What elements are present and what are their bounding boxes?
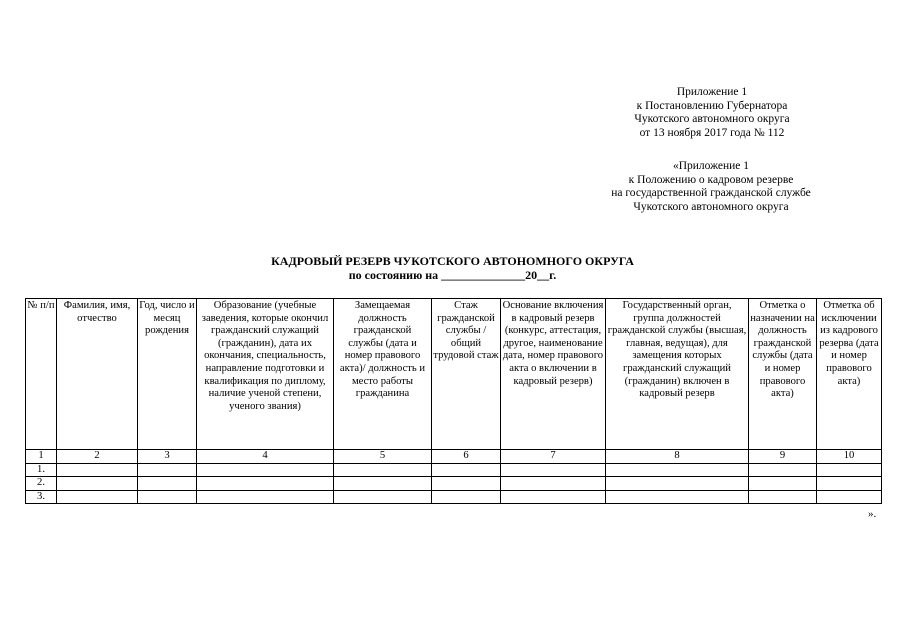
table-header-row: [26, 299, 882, 450]
table-cell: [817, 490, 882, 504]
table-row: [26, 463, 882, 477]
table-cell: [57, 463, 138, 477]
header-cell-experience: Стаж гражданской службы / общий трудовой стаж: [432, 299, 501, 450]
personnel-reserve-table: [25, 298, 882, 504]
table-cell: [606, 463, 749, 477]
table-cell: [749, 477, 817, 491]
header-cell-appointment-mark: Отметка о назначении на должность гражданской службы (дата и номер правового акта): [749, 299, 817, 450]
table-cell: [501, 490, 606, 504]
table-row: [26, 490, 882, 504]
document-date-line: по состоянию на ______________20__г.: [348, 268, 557, 282]
annex-regulation: [575, 160, 847, 214]
table-cell: [606, 477, 749, 491]
row-number: 2.: [26, 477, 57, 491]
column-number: 6: [432, 450, 501, 464]
table-cell: [334, 490, 432, 504]
table-cell: [197, 477, 334, 491]
table-row: [26, 477, 882, 491]
header-cell-education: Образование (учебные заведения, которые окончил гражданский служащий (гражданин), дата их окончания, специальность, направление подготовки и квалификация по диплому, наличие ученой степени, ученого звания): [197, 299, 334, 450]
table-cell: [501, 477, 606, 491]
header-cell-government-body: Государственный орган, группа должностей гражданской службы (высшая, главная, ведущая), для замещения которых гражданский служащий (гражданин) включен в кадровый резерв: [606, 299, 749, 450]
column-number: 1: [26, 450, 57, 464]
table-cell: [138, 463, 197, 477]
table-cell: [197, 463, 334, 477]
annex-governor-line1: Приложение 1: [676, 86, 748, 98]
column-number: 4: [197, 450, 334, 464]
row-number: 1.: [26, 463, 57, 477]
table-cell: [817, 463, 882, 477]
annex-governor-line4: от 13 ноября 2017 года № 112: [639, 126, 785, 139]
header-cell-exclusion-mark: Отметка об исключении из кадрового резерва (дата и номер правового акта): [817, 299, 882, 450]
column-number: 5: [334, 450, 432, 464]
table-cell: [432, 477, 501, 491]
table-cell: [334, 477, 432, 491]
header-cell-full-name: Фамилия, имя, отчество: [57, 299, 138, 450]
annex-regulation-line2: к Положению о кадровом резерве: [628, 173, 794, 186]
header-cell-inclusion-basis: Основание включения в кадровый резерв (конкурс, аттестация, другое, наименование дата, номер правового акта о включении в кадровый резерв): [501, 299, 606, 450]
column-number: 8: [606, 450, 749, 464]
column-number: 3: [138, 450, 197, 464]
column-number: 9: [749, 450, 817, 464]
table-cell: [606, 490, 749, 504]
column-number: 10: [817, 450, 882, 464]
annex-governor-line3: Чукотского автономного округа: [634, 113, 790, 126]
header-cell-number: № п/п: [26, 299, 57, 450]
table-cell: [138, 490, 197, 504]
table-cell: [57, 477, 138, 491]
header-cell-birth-date: Год, число и месяц рождения: [138, 299, 197, 450]
table-cell: [197, 490, 334, 504]
annex-regulation-line3: на государственной гражданской службе: [611, 187, 811, 200]
table-cell: [749, 490, 817, 504]
table-cell: [334, 463, 432, 477]
table-cell: [501, 463, 606, 477]
annex-regulation-line1: «Приложение 1: [672, 160, 750, 172]
column-number: 7: [501, 450, 606, 464]
column-number: 2: [57, 450, 138, 464]
table-cell: [138, 477, 197, 491]
header-cell-position: Замещаемая должность гражданской службы (дата и номер правового акта)/ должность и место работы гражданина: [334, 299, 432, 450]
annex-regulation-line4: Чукотского автономного округа: [633, 200, 789, 213]
closing-quote-mark: ».: [868, 508, 877, 520]
table-cell: [817, 477, 882, 491]
column-number-row: [26, 450, 882, 464]
annex-governor-decree: [592, 86, 832, 140]
document-title: КАДРОВЫЙ РЕЗЕРВ ЧУКОТСКОГО АВТОНОМНОГО ОКРУГА: [271, 254, 634, 268]
annex-governor-line2: к Постановлению Губернатора: [636, 99, 788, 112]
table-cell: [432, 463, 501, 477]
table-cell: [432, 490, 501, 504]
table-cell: [749, 463, 817, 477]
row-number: 3.: [26, 490, 57, 504]
table-cell: [57, 490, 138, 504]
